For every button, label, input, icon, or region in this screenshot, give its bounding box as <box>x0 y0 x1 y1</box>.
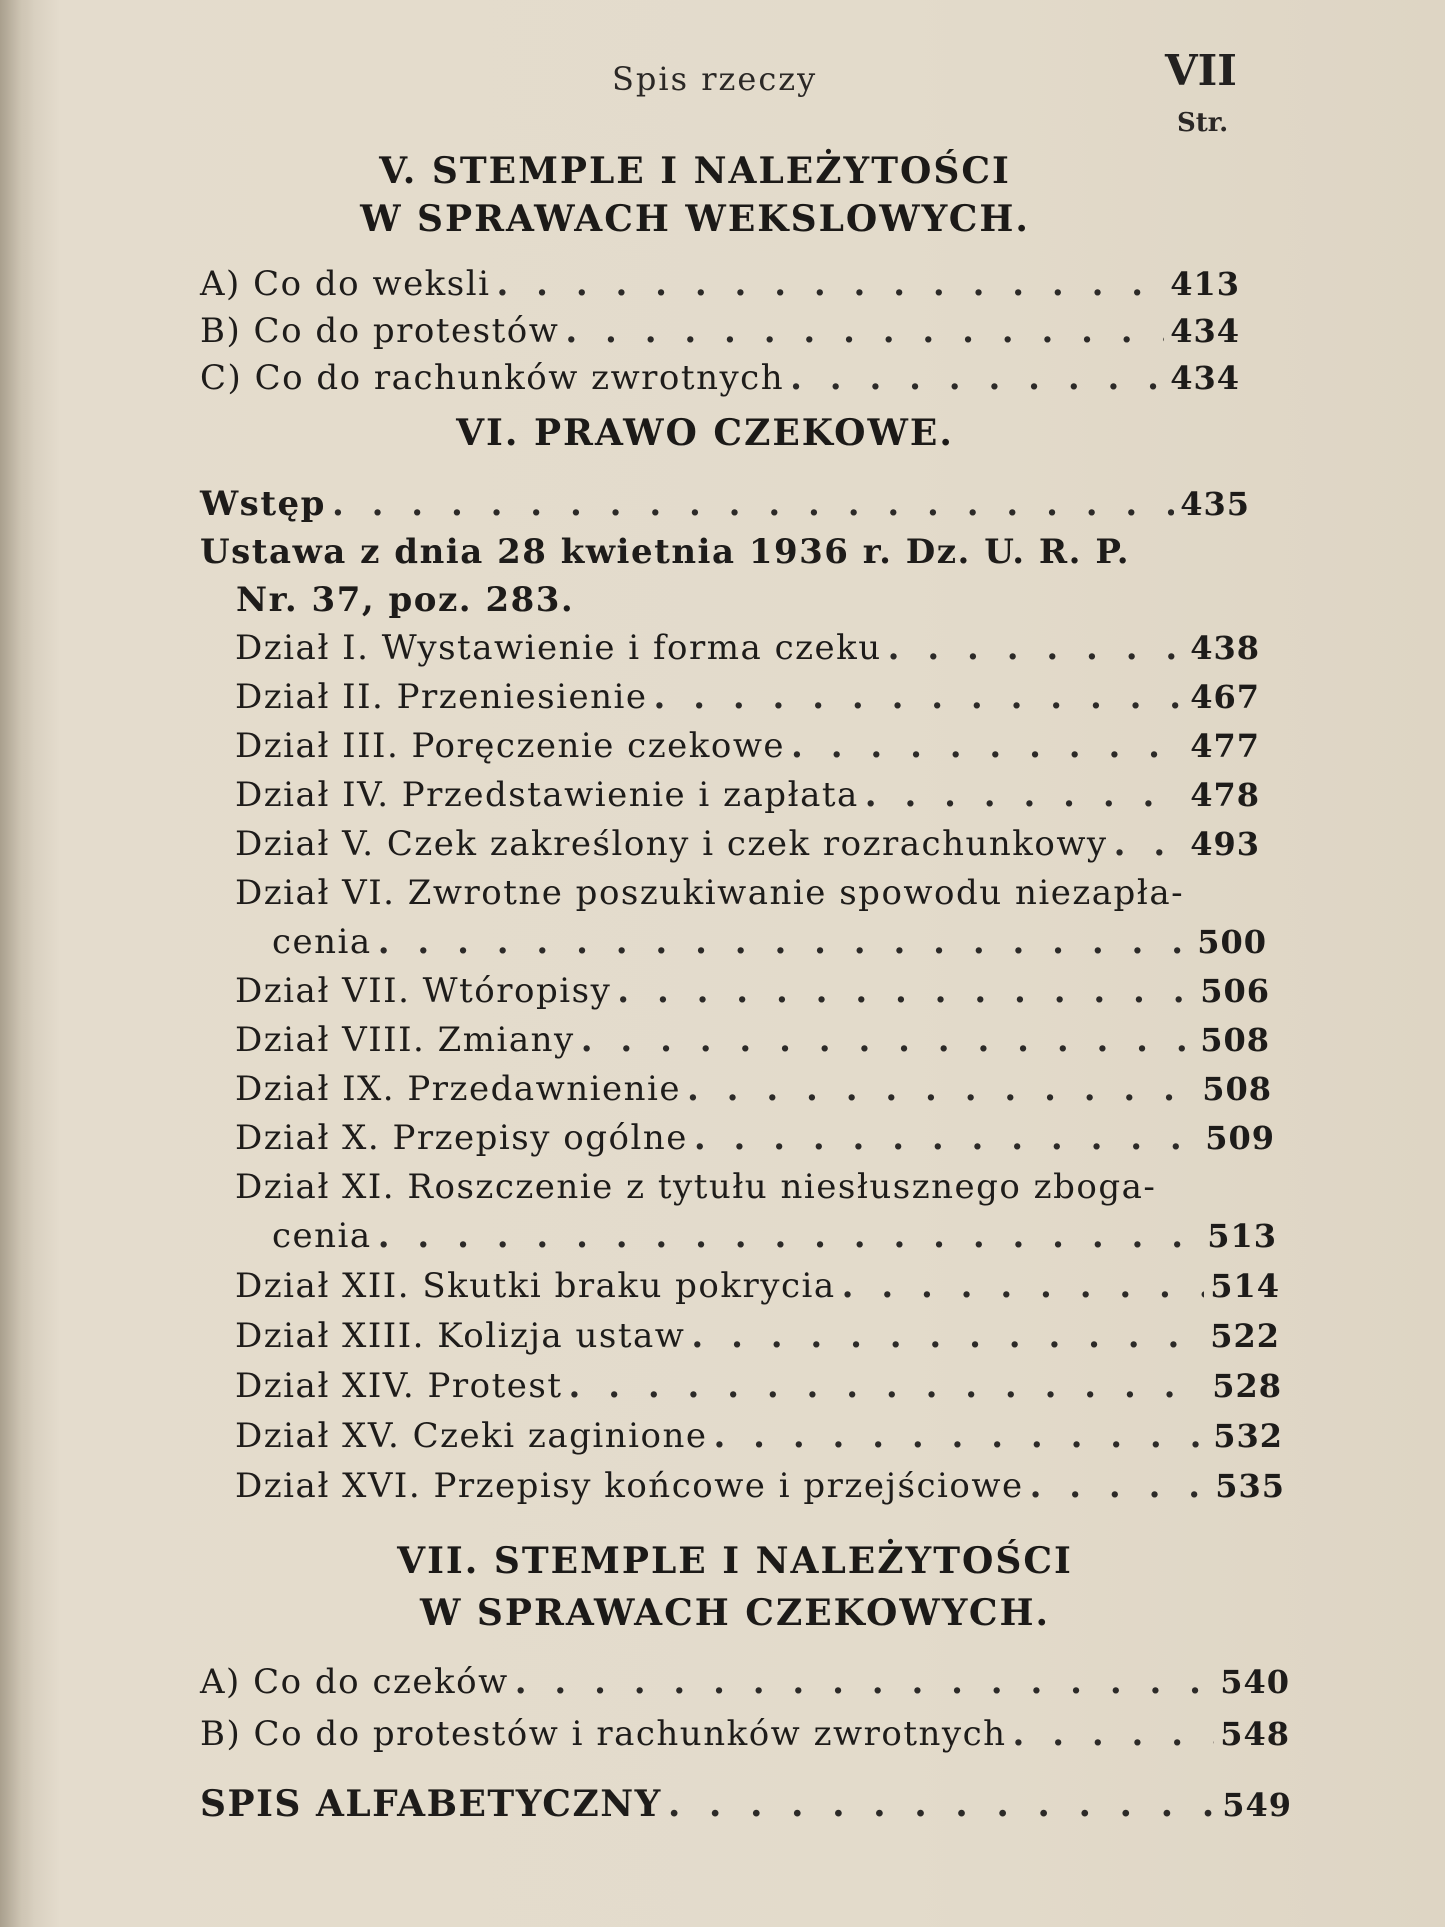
toc-entry-page: 532 <box>1213 1417 1283 1455</box>
toc-entry <box>235 1067 1272 1111</box>
leader-dots <box>1013 1712 1215 1756</box>
toc-entry-label: Dział I. Wystawienie i forma czeku <box>235 628 882 668</box>
toc-entry-page: 508 <box>1200 1021 1270 1059</box>
toc-entry <box>200 1660 1290 1704</box>
toc-entry-page: 506 <box>1200 972 1270 1010</box>
toc-entry-label: Dział VII. Wtóropisy <box>235 971 612 1011</box>
toc-entry-page: 467 <box>1190 678 1260 716</box>
toc-entry-label: Dział XII. Skutki braku pokrycia <box>235 1266 836 1306</box>
toc-entry-label: A) Co do weksli <box>200 264 491 304</box>
leader-dots <box>654 675 1185 719</box>
toc-entry-label: A) Co do czeków <box>200 1662 509 1702</box>
toc-entry-intro <box>200 482 1250 526</box>
toc-entry-page: 477 <box>1190 727 1260 765</box>
leader-dots <box>569 1364 1207 1408</box>
page-column-label: Str. <box>1177 108 1229 138</box>
toc-entry-page: 535 <box>1215 1467 1285 1505</box>
leader-dots <box>691 1314 1204 1358</box>
toc-entry <box>200 1712 1290 1756</box>
toc-entry-index <box>200 1782 1292 1826</box>
leader-dots <box>1030 1464 1210 1508</box>
leader-dots <box>332 482 1174 526</box>
toc-entry <box>235 1364 1282 1408</box>
toc-entry-page: 438 <box>1190 629 1260 667</box>
toc-entry-page: 434 <box>1170 359 1240 397</box>
toc-entry-label: SPIS ALFABETYCZNY <box>200 1783 662 1825</box>
page-number: VII <box>1165 46 1237 95</box>
leader-dots <box>1114 822 1185 866</box>
toc-entry-label: Dział X. Przepisy ogólne <box>235 1118 688 1158</box>
toc-entry-page: 500 <box>1197 923 1267 961</box>
leader-dots <box>714 1414 1208 1458</box>
toc-entry <box>235 1464 1285 1508</box>
toc-entry-page: 509 <box>1205 1119 1275 1157</box>
section-heading: VI. PRAWO CZEKOWE. <box>456 412 954 454</box>
toc-entry-label: Dział XIII. Kolizja ustaw <box>235 1316 686 1356</box>
toc-entry <box>235 1264 1280 1308</box>
leader-dots <box>581 1018 1194 1062</box>
leader-dots <box>668 1782 1216 1826</box>
toc-entry <box>200 262 1240 306</box>
running-header-title: Spis rzeczy <box>612 60 818 98</box>
leader-dots <box>515 1660 1214 1704</box>
toc-entry <box>235 675 1260 719</box>
leader-dots <box>865 773 1184 817</box>
toc-entry-label: Dział IX. Przedawnienie <box>235 1069 681 1109</box>
leader-dots <box>378 920 1191 964</box>
toc-entry-page: 493 <box>1190 825 1260 863</box>
section-heading: W SPRAWACH WEKSLOWYCH. <box>360 198 1030 240</box>
page-edge <box>0 0 34 1927</box>
toc-entry-label: Dział V. Czek zakreślony i czek rozrachunkowy <box>235 824 1108 864</box>
leader-dots <box>687 1067 1196 1111</box>
leader-dots <box>565 309 1164 353</box>
law-reference: Nr. 37, poz. 283. <box>236 580 575 620</box>
leader-dots <box>617 969 1194 1013</box>
toc-entry-page: 514 <box>1210 1267 1280 1305</box>
leader-dots <box>842 1264 1205 1308</box>
toc-entry-label: Dział XIV. Protest <box>235 1366 563 1406</box>
toc-entry-label: B) Co do protestów i rachunków zwrotnych <box>200 1714 1007 1754</box>
toc-entry-page: 434 <box>1170 312 1240 350</box>
toc-entry-page: 478 <box>1190 776 1260 814</box>
law-title: Ustawa z dnia 28 kwietnia 1936 r. Dz. U. R. P. <box>200 532 1131 572</box>
section-heading: VII. STEMPLE I NALEŻYTOŚCI <box>397 1540 1073 1582</box>
toc-entry <box>235 1116 1275 1160</box>
toc-entry <box>235 1414 1283 1458</box>
toc-entry-page: 540 <box>1220 1663 1290 1701</box>
toc-entry-label: B) Co do protestów <box>200 311 560 351</box>
toc-entry-page: 528 <box>1212 1367 1282 1405</box>
toc-entry-label: Dział VI. Zwrotne poszukiwanie spowodu niezapła- <box>235 873 1185 913</box>
toc-entry-page: 522 <box>1210 1317 1280 1355</box>
toc-entry-label: Dział VIII. Zmiany <box>235 1020 575 1060</box>
toc-entry-label: cenia <box>272 922 372 962</box>
toc-entry <box>200 309 1240 353</box>
toc-entry-label: Dział XVI. Przepisy końcowe i przejściowe <box>235 1466 1024 1506</box>
section-heading: V. STEMPLE I NALEŻYTOŚCI <box>379 150 1011 192</box>
toc-entry-label: cenia <box>272 1216 372 1256</box>
toc-entry <box>235 1018 1270 1062</box>
toc-entry <box>235 969 1270 1013</box>
leader-dots <box>888 626 1185 670</box>
leader-dots <box>496 262 1164 306</box>
toc-entry <box>235 822 1260 866</box>
toc-entry-label: C) Co do rachunków zwrotnych <box>200 358 785 398</box>
toc-entry-page: 435 <box>1180 485 1250 523</box>
leader-dots <box>791 724 1184 768</box>
toc-entry <box>235 724 1260 768</box>
leader-dots <box>790 356 1164 400</box>
toc-entry-page: 413 <box>1170 265 1240 303</box>
toc-entry <box>235 1314 1280 1358</box>
toc-entry-label: Wstęp <box>200 484 326 524</box>
toc-entry-label: Dział IV. Przedstawienie i zapłata <box>235 775 859 815</box>
leader-dots <box>378 1214 1201 1258</box>
toc-entry-label: Dział XV. Czeki zaginione <box>235 1416 708 1456</box>
toc-entry-page: 508 <box>1202 1070 1272 1108</box>
leader-dots <box>694 1116 1199 1160</box>
toc-entry-page: 513 <box>1207 1217 1277 1255</box>
toc-entry-label: Dział II. Przeniesienie <box>235 677 648 717</box>
toc-entry <box>235 626 1260 670</box>
toc-entry <box>200 356 1240 400</box>
toc-entry-page: 549 <box>1222 1786 1292 1824</box>
toc-entry-label: Dział XI. Roszczenie z tytułu niesłusznego zboga- <box>235 1167 1157 1207</box>
toc-entry-continuation <box>272 920 1267 964</box>
toc-entry-label: Dział III. Poręczenie czekowe <box>235 726 786 766</box>
toc-entry-continuation <box>272 1214 1277 1258</box>
toc-entry-page: 548 <box>1220 1715 1290 1753</box>
section-heading: W SPRAWACH CZEKOWYCH. <box>419 1592 1051 1634</box>
toc-entry <box>235 773 1260 817</box>
